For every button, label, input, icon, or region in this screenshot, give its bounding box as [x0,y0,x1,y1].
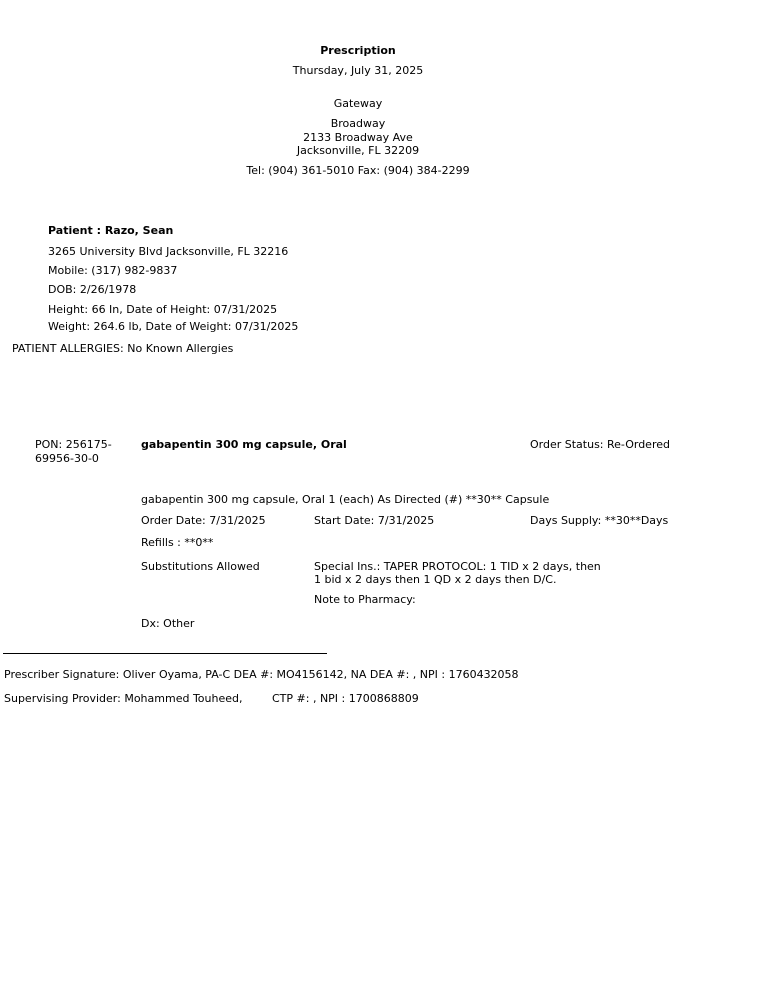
drug-title: gabapentin 300 mg capsule, Oral [141,438,347,451]
patient-allergies: PATIENT ALLERGIES: No Known Allergies [12,342,234,355]
diagnosis: Dx: Other [141,617,195,630]
refills: Refills : **0** [141,536,214,549]
days-supply: Days Supply: **30**Days [530,514,669,527]
document-date: Thursday, July 31, 2025 [292,64,424,77]
document-title: Prescription [320,44,396,57]
location-name: Broadway [330,117,386,130]
note-to-pharmacy: Note to Pharmacy: [314,593,416,606]
organization-name: Gateway [333,97,383,110]
address-line-1: 2133 Broadway Ave [303,131,413,144]
patient-mobile: Mobile: (317) 982-9837 [48,264,178,277]
special-instructions-line-1: Special Ins.: TAPER PROTOCOL: 1 TID x 2 days, then [314,560,601,573]
pon-line-1: PON: 256175- [35,438,112,451]
patient-weight: Weight: 264.6 lb, Date of Weight: 07/31/2025 [48,320,299,333]
signature-line [3,653,327,654]
address-line-2: Jacksonville, FL 32209 [296,144,420,157]
substitutions: Substitutions Allowed [141,560,260,573]
phone-fax: Tel: (904) 361-5010 Fax: (904) 384-2299 [246,164,470,177]
patient-dob: DOB: 2/26/1978 [48,283,137,296]
pon-line-2: 69956-30-0 [35,452,99,465]
prescriber-signature: Prescriber Signature: Oliver Oyama, PA-C DEA #: MO4156142, NA DEA #: , NPI : 1760432058 [4,668,519,681]
order-status: Order Status: Re-Ordered [530,438,670,451]
supervising-provider-ids: CTP #: , NPI : 1700868809 [272,692,419,705]
start-date: Start Date: 7/31/2025 [314,514,435,527]
patient-height: Height: 66 In, Date of Height: 07/31/2025 [48,303,278,316]
patient-name: Patient : Razo, Sean [48,224,174,237]
drug-sig: gabapentin 300 mg capsule, Oral 1 (each) As Directed (#) **30** Capsule [141,493,550,506]
order-date: Order Date: 7/31/2025 [141,514,266,527]
patient-address: 3265 University Blvd Jacksonville, FL 32216 [48,245,289,258]
supervising-provider: Supervising Provider: Mohammed Touheed, [4,692,243,705]
special-instructions-line-2: 1 bid x 2 days then 1 QD x 2 days then D/C. [314,573,557,586]
